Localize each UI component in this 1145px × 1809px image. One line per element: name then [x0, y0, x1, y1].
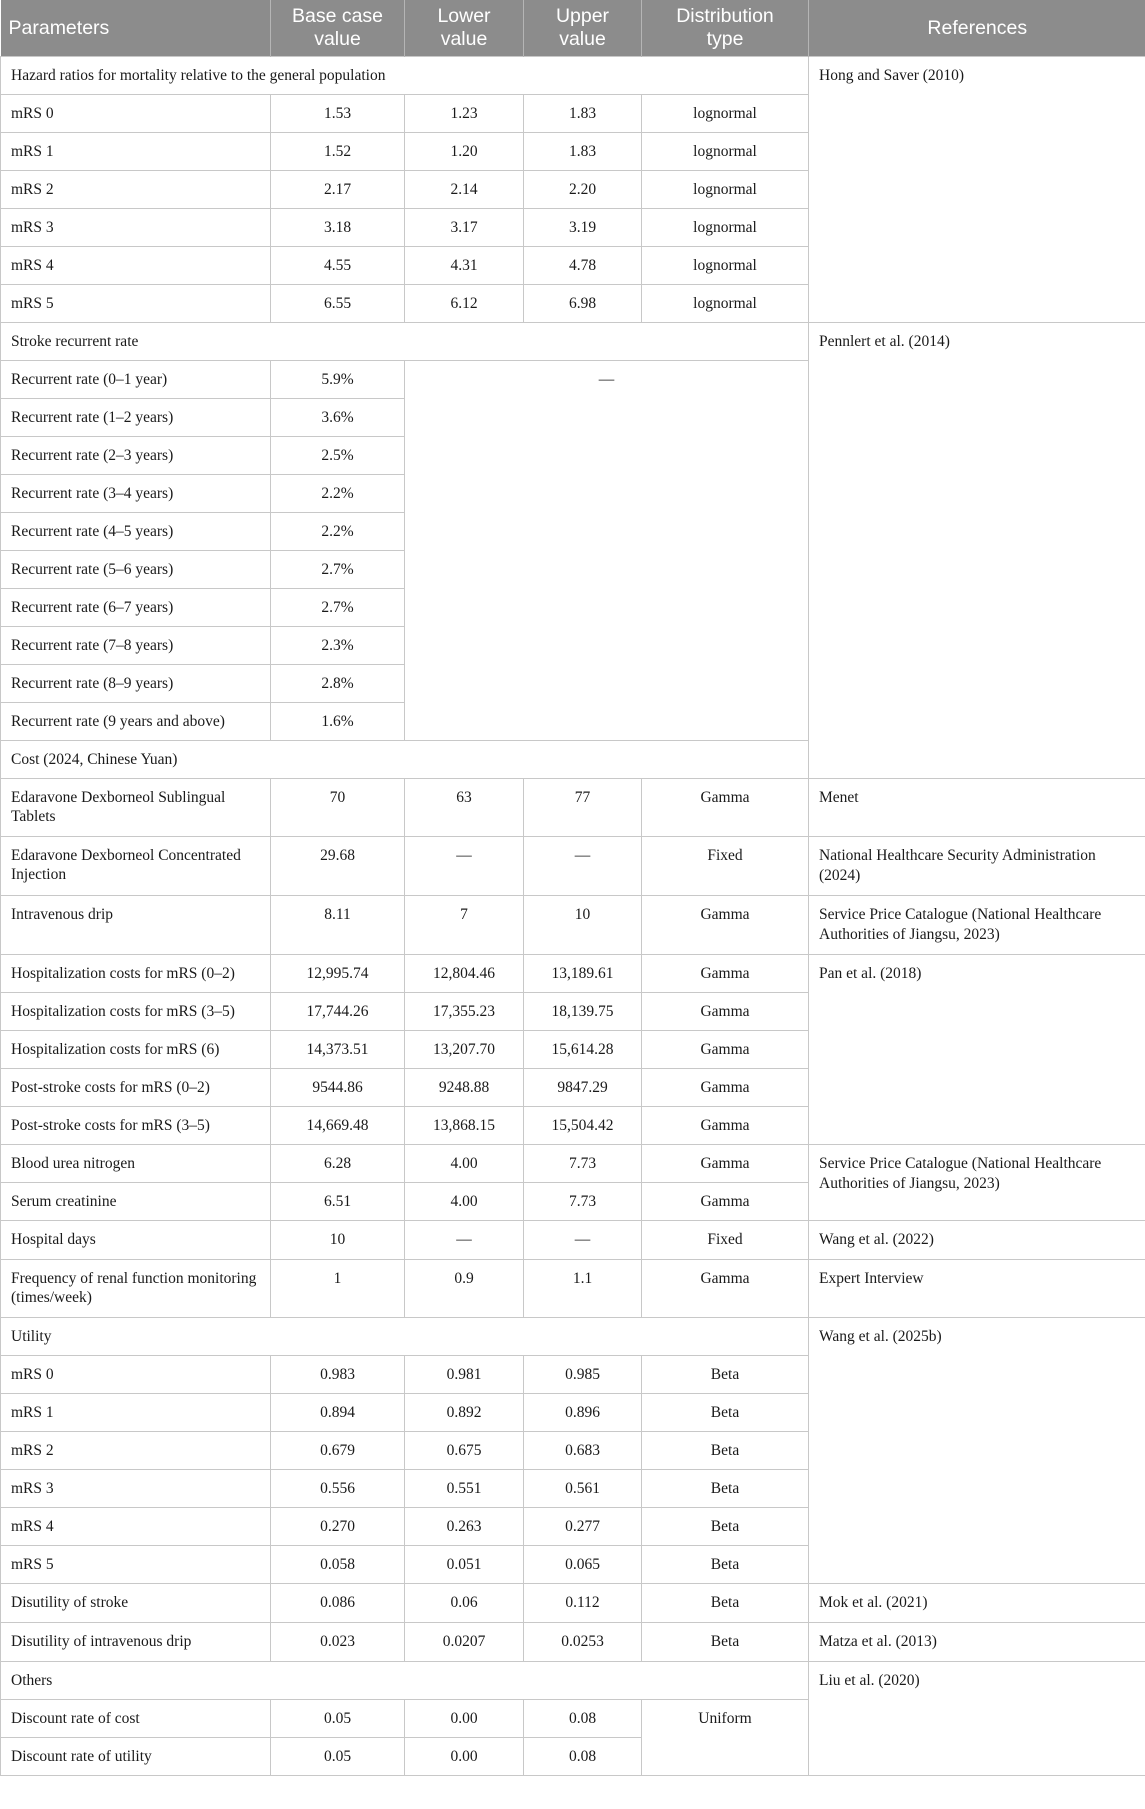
reference-cell: Wang et al. (2025b) [809, 1318, 1145, 1584]
base-cell: 3.18 [271, 209, 405, 247]
dist-cell: Beta [642, 1584, 809, 1623]
reference-cell: Service Price Catalogue (National Healthcare Authorities of Jiangsu, 2023) [809, 1145, 1145, 1221]
dist-cell: lognormal [642, 209, 809, 247]
base-cell: 6.28 [271, 1145, 405, 1183]
dist-cell: Beta [642, 1623, 809, 1662]
base-cell: 0.058 [271, 1546, 405, 1584]
upper-cell: 13,189.61 [524, 955, 642, 993]
lower-cell: 0.981 [405, 1356, 524, 1394]
upper-cell: 9847.29 [524, 1069, 642, 1107]
dist-cell: Beta [642, 1470, 809, 1508]
dist-cell: Uniform [642, 1700, 809, 1776]
upper-cell: — [524, 837, 642, 896]
reference-cell: Wang et al. (2022) [809, 1221, 1145, 1260]
lower-cell: 0.06 [405, 1584, 524, 1623]
upper-cell: 1.83 [524, 133, 642, 171]
upper-cell: 0.277 [524, 1508, 642, 1546]
table-row [1, 1260, 1145, 1318]
base-cell: 9544.86 [271, 1069, 405, 1107]
dist-cell: Beta [642, 1432, 809, 1470]
param-cell: mRS 4 [1, 1508, 271, 1546]
upper-cell: 7.73 [524, 1145, 642, 1183]
header-references: References [809, 0, 1145, 57]
lower-cell: 12,804.46 [405, 955, 524, 993]
base-cell: 0.679 [271, 1432, 405, 1470]
header-distribution: Distribution type [642, 0, 809, 57]
section-title: Others [1, 1662, 809, 1700]
reference-cell: Hong and Saver (2010) [809, 57, 1145, 323]
param-cell: Disutility of stroke [1, 1584, 271, 1623]
lower-cell: 0.00 [405, 1700, 524, 1738]
param-cell: Disutility of intravenous drip [1, 1623, 271, 1662]
param-cell: Frequency of renal function monitoring (times/week) [1, 1260, 271, 1318]
table-row [1, 1221, 1145, 1260]
lower-cell: 0.00 [405, 1738, 524, 1776]
table-row [1, 1145, 1145, 1183]
param-cell: Recurrent rate (8–9 years) [1, 665, 271, 703]
dist-cell: Gamma [642, 955, 809, 993]
upper-cell: 2.20 [524, 171, 642, 209]
upper-cell: 7.73 [524, 1183, 642, 1221]
param-cell: mRS 0 [1, 1356, 271, 1394]
base-cell: 6.55 [271, 285, 405, 323]
upper-cell: 0.0253 [524, 1623, 642, 1662]
header-parameters: Parameters [1, 0, 271, 57]
param-cell: Recurrent rate (9 years and above) [1, 703, 271, 741]
upper-cell: 10 [524, 896, 642, 955]
base-cell: 6.51 [271, 1183, 405, 1221]
param-cell: Recurrent rate (3–4 years) [1, 475, 271, 513]
upper-cell: 0.683 [524, 1432, 642, 1470]
lower-cell: 0.9 [405, 1260, 524, 1318]
reference-cell: National Healthcare Security Administration (2024) [809, 837, 1145, 896]
base-cell: 0.023 [271, 1623, 405, 1662]
reference-cell: Service Price Catalogue (National Healthcare Authorities of Jiangsu, 2023) [809, 896, 1145, 955]
empty-dash-cell: — [405, 361, 809, 741]
param-cell: Discount rate of cost [1, 1700, 271, 1738]
dist-cell: Gamma [642, 1031, 809, 1069]
dist-cell: lognormal [642, 133, 809, 171]
dist-cell: Fixed [642, 1221, 809, 1260]
param-cell: Recurrent rate (1–2 years) [1, 399, 271, 437]
dist-cell: lognormal [642, 95, 809, 133]
lower-cell: 7 [405, 896, 524, 955]
upper-cell: 0.065 [524, 1546, 642, 1584]
base-cell: 3.6% [271, 399, 405, 437]
base-cell: 2.8% [271, 665, 405, 703]
upper-cell: 77 [524, 779, 642, 837]
dist-cell: Gamma [642, 1069, 809, 1107]
base-cell: 0.05 [271, 1700, 405, 1738]
param-cell: mRS 3 [1, 209, 271, 247]
base-cell: 2.5% [271, 437, 405, 475]
reference-cell: Pan et al. (2018) [809, 955, 1145, 1145]
base-cell: 2.2% [271, 475, 405, 513]
param-cell: Recurrent rate (7–8 years) [1, 627, 271, 665]
lower-cell: 4.00 [405, 1145, 524, 1183]
base-cell: 0.086 [271, 1584, 405, 1623]
dist-cell: Fixed [642, 837, 809, 896]
base-cell: 1.53 [271, 95, 405, 133]
base-cell: 0.556 [271, 1470, 405, 1508]
table-row [1, 837, 1145, 896]
param-cell: mRS 5 [1, 1546, 271, 1584]
upper-cell: 18,139.75 [524, 993, 642, 1031]
param-cell: mRS 1 [1, 133, 271, 171]
upper-cell: 0.08 [524, 1700, 642, 1738]
base-cell: 4.55 [271, 247, 405, 285]
param-cell: mRS 5 [1, 285, 271, 323]
lower-cell: 0.551 [405, 1470, 524, 1508]
dist-cell: lognormal [642, 171, 809, 209]
upper-cell: 15,504.42 [524, 1107, 642, 1145]
dist-cell: Beta [642, 1394, 809, 1432]
section-title: Utility [1, 1318, 809, 1356]
param-cell: Recurrent rate (2–3 years) [1, 437, 271, 475]
param-cell: Edaravone Dexborneol Concentrated Injection [1, 837, 271, 896]
param-cell: Hospitalization costs for mRS (3–5) [1, 993, 271, 1031]
dist-cell: Gamma [642, 993, 809, 1031]
dist-cell: Gamma [642, 779, 809, 837]
param-cell: Post-stroke costs for mRS (0–2) [1, 1069, 271, 1107]
table-header [1, 0, 1145, 57]
base-cell: 14,669.48 [271, 1107, 405, 1145]
param-cell: Hospitalization costs for mRS (6) [1, 1031, 271, 1069]
lower-cell: — [405, 1221, 524, 1260]
dist-cell: Gamma [642, 1183, 809, 1221]
section-title: Stroke recurrent rate [1, 323, 809, 361]
reference-cell: Matza et al. (2013) [809, 1623, 1145, 1662]
lower-cell: 2.14 [405, 171, 524, 209]
lower-cell: 9248.88 [405, 1069, 524, 1107]
upper-cell: 0.561 [524, 1470, 642, 1508]
lower-cell: 0.0207 [405, 1623, 524, 1662]
table-row [1, 1584, 1145, 1623]
base-cell: 1.52 [271, 133, 405, 171]
lower-cell: 4.00 [405, 1183, 524, 1221]
header-lower: Lower value [405, 0, 524, 57]
dist-cell: lognormal [642, 285, 809, 323]
param-cell: Recurrent rate (6–7 years) [1, 589, 271, 627]
base-cell: 0.983 [271, 1356, 405, 1394]
base-cell: 2.2% [271, 513, 405, 551]
section-row-recurrent [1, 323, 1145, 361]
upper-cell: — [524, 1221, 642, 1260]
base-cell: 70 [271, 779, 405, 837]
base-cell: 2.7% [271, 589, 405, 627]
base-cell: 5.9% [271, 361, 405, 399]
upper-cell: 0.896 [524, 1394, 642, 1432]
lower-cell: 13,868.15 [405, 1107, 524, 1145]
dist-cell: lognormal [642, 247, 809, 285]
base-cell: 2.17 [271, 171, 405, 209]
dist-cell: Gamma [642, 1107, 809, 1145]
base-cell: 8.11 [271, 896, 405, 955]
base-cell: 12,995.74 [271, 955, 405, 993]
param-cell: Hospitalization costs for mRS (0–2) [1, 955, 271, 993]
dist-cell: Gamma [642, 896, 809, 955]
param-cell: mRS 3 [1, 1470, 271, 1508]
lower-cell: 4.31 [405, 247, 524, 285]
param-cell: mRS 4 [1, 247, 271, 285]
param-cell: mRS 2 [1, 1432, 271, 1470]
param-cell: Edaravone Dexborneol Sublingual Tablets [1, 779, 271, 837]
param-cell: Recurrent rate (4–5 years) [1, 513, 271, 551]
param-cell: mRS 0 [1, 95, 271, 133]
param-cell: Post-stroke costs for mRS (3–5) [1, 1107, 271, 1145]
dist-cell: Gamma [642, 1145, 809, 1183]
base-cell: 0.894 [271, 1394, 405, 1432]
param-cell: Blood urea nitrogen [1, 1145, 271, 1183]
upper-cell: 0.112 [524, 1584, 642, 1623]
lower-cell: 63 [405, 779, 524, 837]
header-upper: Upper value [524, 0, 642, 57]
lower-cell: 6.12 [405, 285, 524, 323]
dist-cell: Beta [642, 1508, 809, 1546]
lower-cell: 13,207.70 [405, 1031, 524, 1069]
upper-cell: 0.08 [524, 1738, 642, 1776]
lower-cell: 0.675 [405, 1432, 524, 1470]
reference-cell: Liu et al. (2020) [809, 1662, 1145, 1776]
param-cell: Recurrent rate (0–1 year) [1, 361, 271, 399]
lower-cell: 1.23 [405, 95, 524, 133]
section-title: Cost (2024, Chinese Yuan) [1, 741, 809, 779]
param-cell: Intravenous drip [1, 896, 271, 955]
param-cell: mRS 2 [1, 171, 271, 209]
header-base-case: Base case value [271, 0, 405, 57]
lower-cell: 17,355.23 [405, 993, 524, 1031]
base-cell: 29.68 [271, 837, 405, 896]
param-cell: Hospital days [1, 1221, 271, 1260]
base-cell: 14,373.51 [271, 1031, 405, 1069]
table-row [1, 896, 1145, 955]
section-title: Hazard ratios for mortality relative to the general population [1, 57, 809, 95]
dist-cell: Beta [642, 1546, 809, 1584]
upper-cell: 1.1 [524, 1260, 642, 1318]
table-row [1, 955, 1145, 993]
param-cell: Recurrent rate (5–6 years) [1, 551, 271, 589]
base-cell: 1.6% [271, 703, 405, 741]
reference-cell: Pennlert et al. (2014) [809, 323, 1145, 779]
upper-cell: 3.19 [524, 209, 642, 247]
base-cell: 10 [271, 1221, 405, 1260]
base-cell: 0.05 [271, 1738, 405, 1776]
section-row-utility [1, 1318, 1145, 1356]
section-row-others [1, 1662, 1145, 1700]
base-cell: 1 [271, 1260, 405, 1318]
upper-cell: 4.78 [524, 247, 642, 285]
param-cell: Discount rate of utility [1, 1738, 271, 1776]
dist-cell: Beta [642, 1356, 809, 1394]
lower-cell: 0.892 [405, 1394, 524, 1432]
base-cell: 17,744.26 [271, 993, 405, 1031]
section-row-hazard [1, 57, 1145, 95]
upper-cell: 15,614.28 [524, 1031, 642, 1069]
upper-cell: 0.985 [524, 1356, 642, 1394]
reference-cell: Mok et al. (2021) [809, 1584, 1145, 1623]
lower-cell: 0.263 [405, 1508, 524, 1546]
upper-cell: 1.83 [524, 95, 642, 133]
table-row [1, 779, 1145, 837]
upper-cell: 6.98 [524, 285, 642, 323]
table-row [1, 1623, 1145, 1662]
base-cell: 0.270 [271, 1508, 405, 1546]
lower-cell: 0.051 [405, 1546, 524, 1584]
dist-cell: Gamma [642, 1260, 809, 1318]
reference-cell: Menet [809, 779, 1145, 837]
reference-cell: Expert Interview [809, 1260, 1145, 1318]
lower-cell: — [405, 837, 524, 896]
base-cell: 2.3% [271, 627, 405, 665]
param-cell: Serum creatinine [1, 1183, 271, 1221]
lower-cell: 3.17 [405, 209, 524, 247]
base-cell: 2.7% [271, 551, 405, 589]
param-cell: mRS 1 [1, 1394, 271, 1432]
lower-cell: 1.20 [405, 133, 524, 171]
